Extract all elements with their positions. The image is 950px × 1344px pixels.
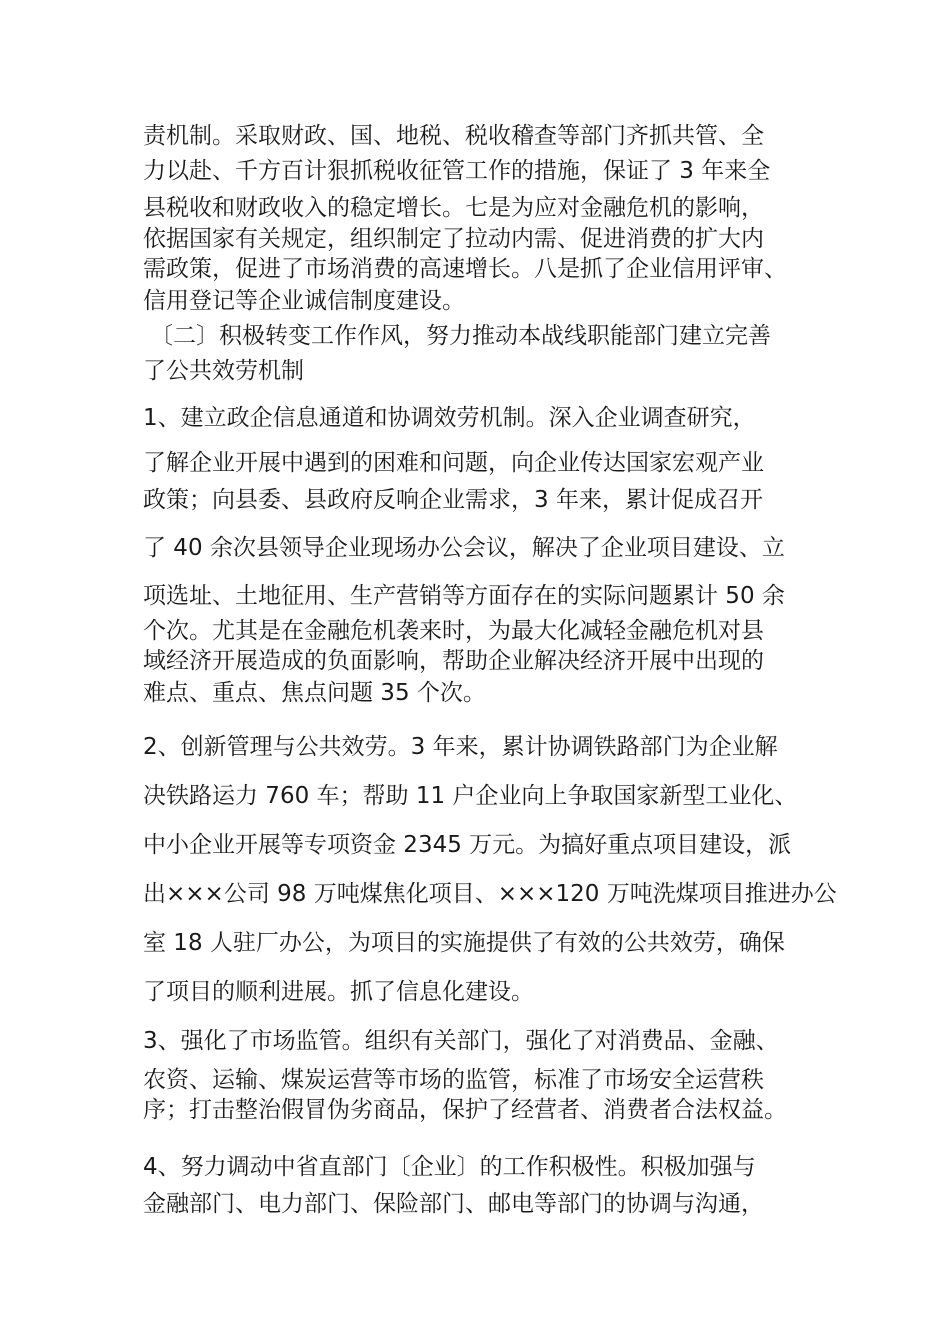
text-line: 了解企业开展中遇到的困难和问题，向企业传达国家宏观产业 <box>143 450 764 476</box>
text-line: 需政策，促进了市场消费的高速增长。八是抓了企业信用评审、 <box>143 256 787 282</box>
text-line: 依据国家有关规定，组织制定了拉动内需、促进消费的扩大内 <box>143 226 764 252</box>
text-line: 了 40 余次县领导企业现场办公会议，解决了企业项目建设、立 <box>143 535 785 561</box>
text-line: 出×××公司 98 万吨煤焦化项目、×××120 万吨洗煤项目推进办公 <box>143 881 837 907</box>
text-line: 1、建立政企信息通道和协调效劳机制。深入企业调查研究， <box>143 405 756 431</box>
text-line: 了项目的顺利进展。抓了信息化建设。 <box>143 979 534 1005</box>
text-line: 信用登记等企业诚信制度建设。 <box>143 288 465 314</box>
text-line: 县税收和财政收入的稳定增长。七是为应对金融危机的影响， <box>143 195 764 221</box>
text-line: 2、创新管理与公共效劳。3 年来，累计协调铁路部门为企业解 <box>143 734 778 760</box>
text-line: 室 18 人驻厂办公，为项目的实施提供了有效的公共效劳，确保 <box>143 930 785 956</box>
text-line: 决铁路运力 760 车；帮助 11 户企业向上争取国家新型工业化、 <box>143 783 798 809</box>
text-line: 项选址、土地征用、生产营销等方面存在的实际问题累计 50 余 <box>143 583 785 609</box>
text-line: 农资、运输、煤炭运营等市场的监管，标准了市场安全运营秩 <box>143 1067 764 1093</box>
text-line: 中小企业开展等专项资金 2345 万元。为搞好重点项目建设，派 <box>143 832 792 858</box>
text-line: 力以赴、千方百计狠抓税收征管工作的措施，保证了 3 年来全 <box>143 158 771 184</box>
section-heading: 了公共效劳机制 <box>143 358 304 384</box>
text-line: 个次。尤其是在金融危机袭来时，为最大化减轻金融危机对县 <box>143 618 764 644</box>
text-line: 政策；向县委、县政府反响企业需求，3 年来，累计促成召开 <box>143 487 763 513</box>
text-line: 域经济开展造成的负面影响，帮助企业解决经济开展中出现的 <box>143 648 764 674</box>
text-line: 序；打击整治假冒伪劣商品，保护了经营者、消费者合法权益。 <box>143 1097 787 1123</box>
text-line: 金融部门、电力部门、保险部门、邮电等部门的协调与沟通， <box>143 1191 764 1217</box>
text-line: 难点、重点、焦点问题 35 个次。 <box>143 680 486 706</box>
text-line: 4、努力调动中省直部门〔企业〕的工作积极性。积极加强与 <box>143 1154 756 1180</box>
section-heading: 〔二〕积极转变工作作风，努力推动本战线职能部门建立完善 <box>150 323 771 349</box>
text-line: 责机制。采取财政、国、地税、税收稽查等部门齐抓共管、全 <box>143 123 764 149</box>
text-line: 3、强化了市场监管。组织有关部门，强化了对消费品、金融、 <box>143 1028 779 1054</box>
